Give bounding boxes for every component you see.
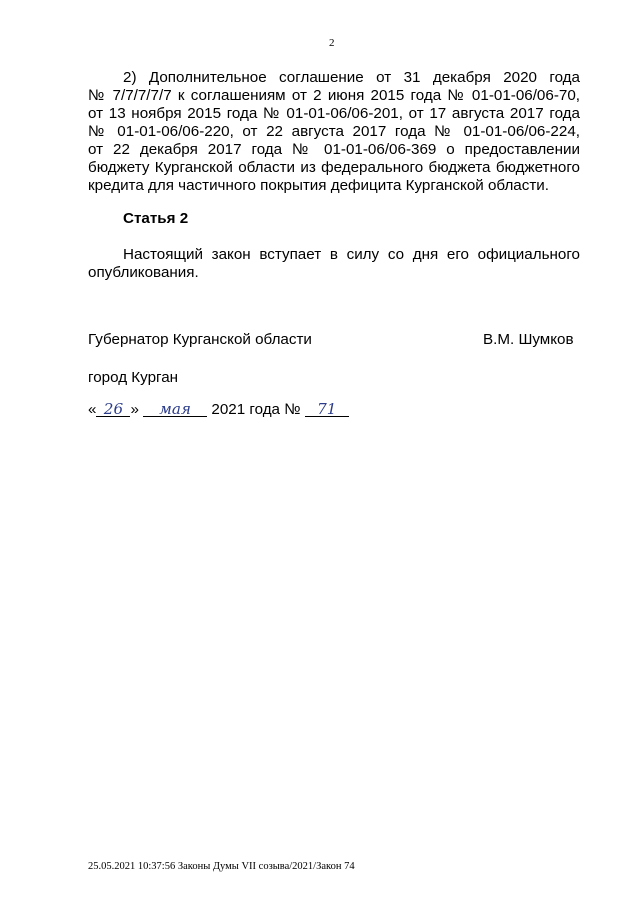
- handwritten-day: 26: [96, 402, 130, 417]
- open-quote: «: [88, 401, 97, 418]
- article-2-heading: Статья 2: [123, 210, 189, 227]
- handwritten-law-number: 71: [305, 402, 349, 417]
- paragraph-line: № 7/7/7/7/7 к соглашениям от 2 июня 2015 года № 01-01-06/06-70,: [88, 87, 580, 104]
- paragraph-line: кредита для частичного покрытия дефицита Курганской области.: [88, 177, 549, 194]
- city: город Курган: [88, 369, 179, 386]
- article-2-line: Настоящий закон вступает в силу со дня его официального: [123, 246, 580, 263]
- footer-stamp: 25.05.2021 10:37:56 Законы Думы VII созыва/2021/Закон 74: [88, 861, 355, 872]
- paragraph-line: бюджету Курганской области из федерального бюджета бюджетного: [88, 159, 580, 176]
- close-quote: »: [130, 401, 139, 418]
- paragraph-line: 2) Дополнительное соглашение от 31 декабря 2020 года: [123, 69, 580, 86]
- handwritten-month: мая: [143, 402, 207, 417]
- paragraph-line: от 22 декабря 2017 года № 01-01-06/06-369 о предоставлении: [88, 141, 580, 158]
- page-number: 2: [329, 37, 335, 49]
- governor-name: В.М. Шумков: [483, 331, 574, 348]
- governor-title: Губернатор Курганской области: [88, 331, 312, 348]
- paragraph-line: от 13 ноября 2015 года № 01-01-06/06-201, от 17 августа 2017 года: [88, 105, 580, 122]
- paragraph-line: № 01-01-06/06-220, от 22 августа 2017 года № 01-01-06/06-224,: [88, 123, 580, 140]
- article-2-line: опубликования.: [88, 264, 199, 281]
- law-date-line: [88, 401, 349, 419]
- year-text: 2021 года №: [211, 401, 301, 418]
